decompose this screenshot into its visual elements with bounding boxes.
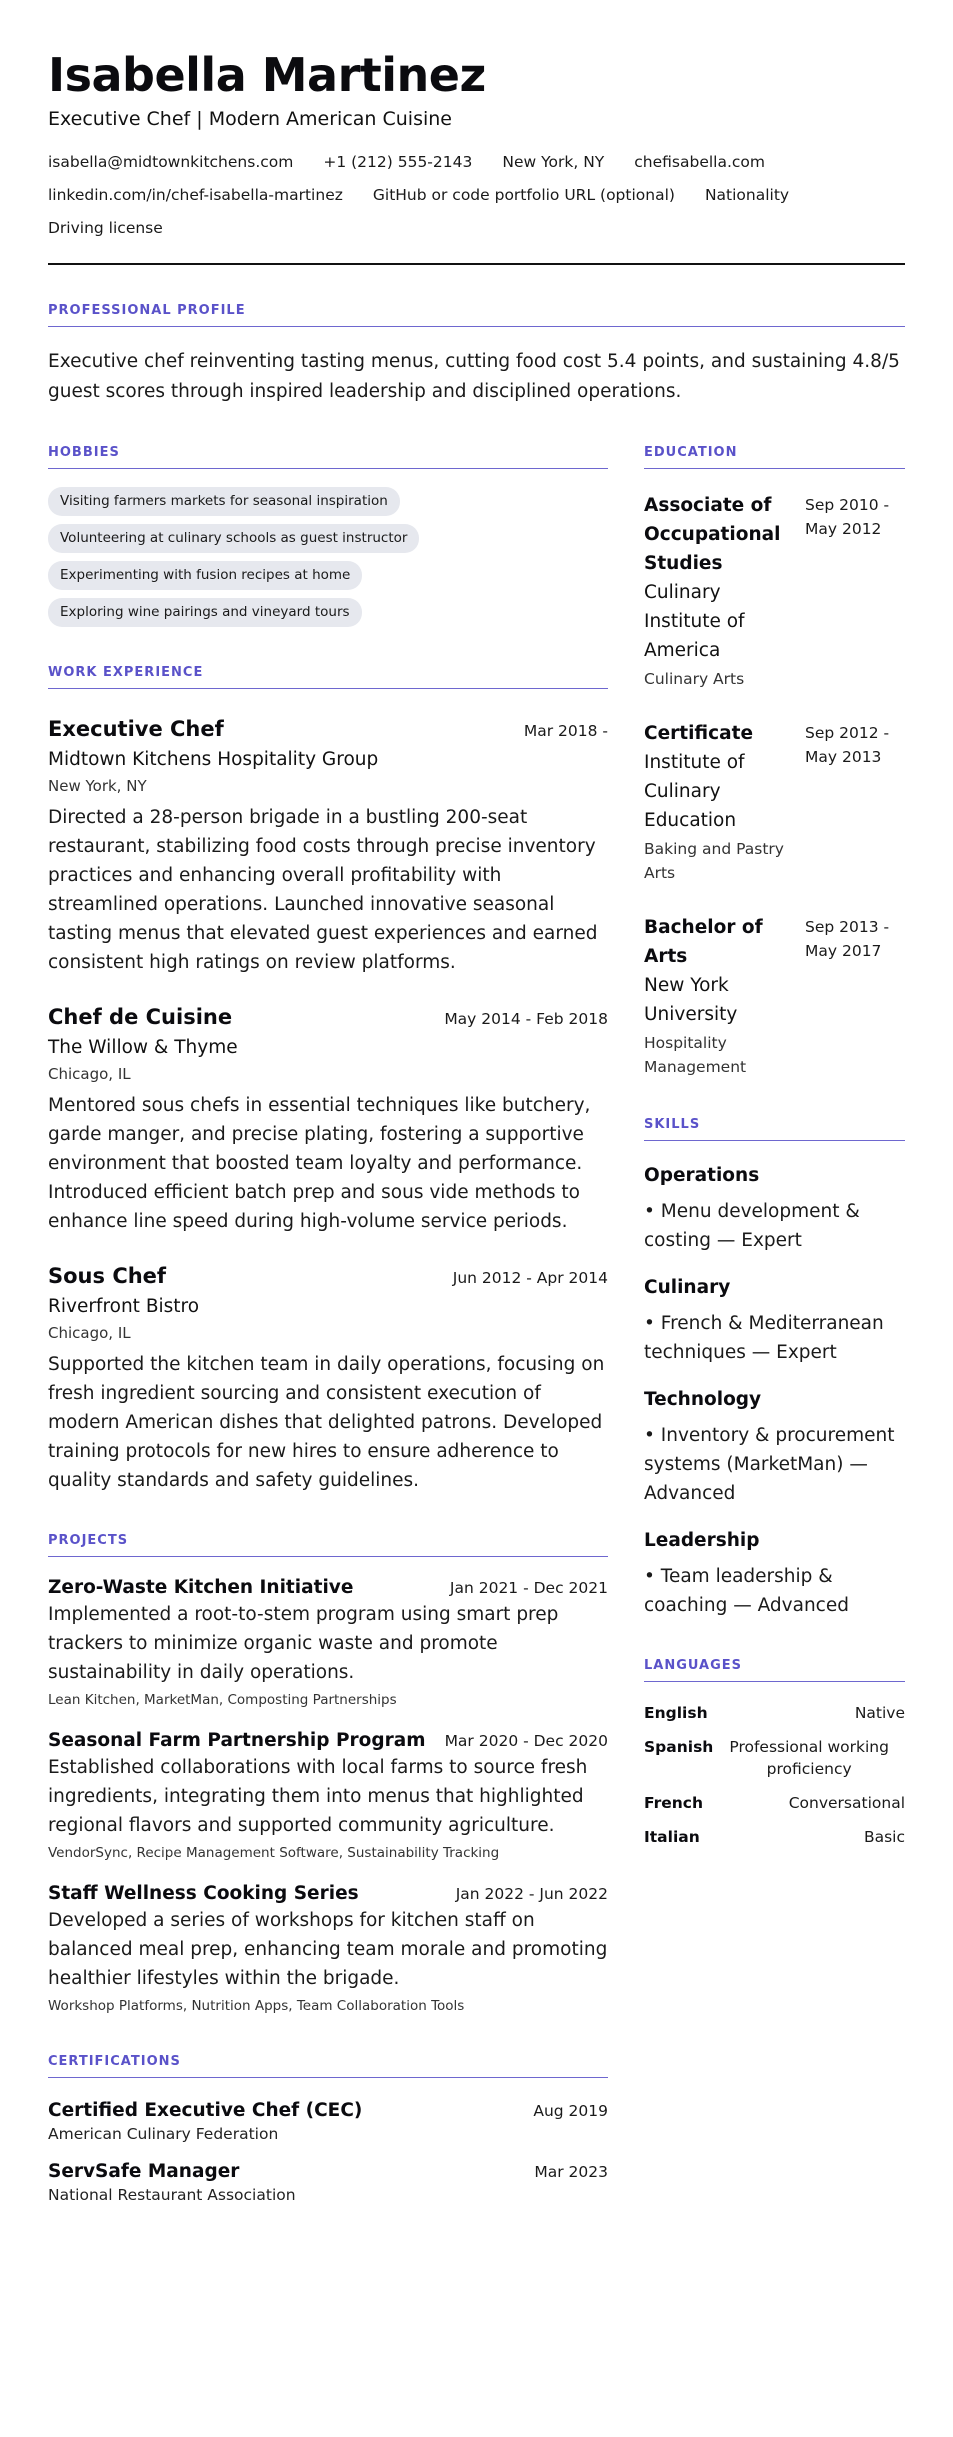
job-description: Mentored sous chefs in essential techniques like butchery, garde manger, and precise plating, fostering a supportive environment that boosted team loyalty and performance. Introduced efficient batch prep and sous vide methods to enhance line speed during high-volume service periods. — [48, 1095, 591, 1232]
job-entry — [48, 715, 608, 977]
language-name: Spanish — [644, 1738, 714, 1756]
job-title: Executive Chef — [48, 717, 224, 741]
hobby-chip: Experimenting with fusion recipes at home — [48, 561, 362, 590]
project-description: Implemented a root-to-stem program using smart prep trackers to minimize organic waste and promote sustainability in daily operations. — [48, 1604, 559, 1683]
contact-nationality: Nationality — [704, 186, 790, 204]
education-date: Sep 2010 - May 2012 — [805, 496, 890, 538]
hobbies-heading: HOBBIES — [48, 445, 608, 469]
certification-issuer: National Restaurant Association — [48, 2186, 296, 2204]
skill-category: Culinary — [644, 1277, 731, 1298]
language-name: English — [644, 1704, 708, 1722]
languages-section — [644, 1658, 905, 1848]
education-entry — [644, 491, 905, 691]
skill-category: Leadership — [644, 1530, 760, 1551]
hobbies-list — [48, 487, 608, 627]
skill-item: • Menu development & costing — Expert — [644, 1201, 860, 1251]
profile-section — [48, 303, 905, 407]
hobbies-section — [48, 445, 608, 627]
job-location: New York, NY — [48, 777, 147, 795]
resume-header — [48, 48, 905, 265]
certification-issuer: American Culinary Federation — [48, 2125, 279, 2143]
contact-phone: +1 (212) 555-2143 — [323, 153, 473, 171]
project-date: Mar 2020 - Dec 2020 — [444, 1732, 608, 1750]
certification-date: Aug 2019 — [533, 2102, 608, 2120]
contact-github: GitHub or code portfolio URL (optional) — [372, 186, 675, 204]
skill-item: • French & Mediterranean techniques — Expert — [644, 1313, 884, 1363]
hobby-chip: Volunteering at culinary schools as guest instructor — [48, 524, 419, 553]
education-degree: Associate of Occupational Studies — [644, 495, 781, 574]
projects-heading: PROJECTS — [48, 1533, 608, 1557]
education-school: Culinary Institute of America — [644, 582, 745, 661]
skill-group — [644, 1528, 905, 1620]
project-date: Jan 2022 - Jun 2022 — [455, 1885, 608, 1903]
project-entry — [48, 1577, 608, 1710]
language-level: Conversational — [788, 1794, 905, 1812]
projects-section — [48, 1533, 608, 2016]
language-row — [644, 1702, 905, 1724]
education-degree: Certificate — [644, 723, 753, 744]
contact-location: New York, NY — [502, 153, 605, 171]
skill-category: Operations — [644, 1165, 760, 1186]
skill-group — [644, 1275, 905, 1367]
side-column — [644, 445, 905, 2204]
education-date: Sep 2012 - May 2013 — [805, 724, 890, 766]
education-field: Hospitality Management — [644, 1034, 747, 1076]
language-name: French — [644, 1794, 704, 1812]
contact-email[interactable]: isabella@midtownkitchens.com — [48, 153, 294, 171]
project-date: Jan 2021 - Dec 2021 — [449, 1579, 608, 1597]
project-entry — [48, 1883, 608, 2016]
certification-date: Mar 2023 — [534, 2163, 608, 2181]
certification-entry — [48, 2100, 608, 2143]
candidate-name: Isabella Martinez — [48, 48, 486, 102]
skill-category: Technology — [644, 1389, 762, 1410]
certifications-section — [48, 2054, 608, 2204]
profile-text: Executive chef reinventing tasting menus, cutting food cost 5.4 points, and sustaining 4.8/5 guest scores through inspired leadership and disciplined operations. — [48, 351, 900, 402]
language-row — [644, 1792, 905, 1814]
profile-heading: PROFESSIONAL PROFILE — [48, 303, 905, 327]
job-date: Mar 2018 - — [523, 722, 608, 740]
language-level: Native — [854, 1704, 905, 1722]
job-description: Directed a 28-person brigade in a bustling 200-seat restaurant, stabilizing food costs through precise inventory practices and enhancing overall profitability with streamlined operations. Launched innovative seasonal tasting menus that elevated guest experiences and earned consistent high ratings on review platforms. — [48, 807, 598, 973]
job-entry — [48, 1003, 608, 1236]
work-heading: WORK EXPERIENCE — [48, 665, 608, 689]
language-level: Professional working proficiency — [729, 1738, 889, 1778]
language-row — [644, 1736, 905, 1780]
two-column-layout — [48, 445, 905, 2204]
education-heading: EDUCATION — [644, 445, 905, 469]
education-date: Sep 2013 - May 2017 — [805, 918, 890, 960]
education-section — [644, 445, 905, 1079]
certification-name: Certified Executive Chef (CEC) — [48, 2100, 363, 2121]
contact-list — [48, 152, 905, 239]
language-name: Italian — [644, 1828, 700, 1846]
header-divider — [48, 263, 905, 265]
education-entry — [644, 719, 905, 885]
skills-heading: SKILLS — [644, 1117, 905, 1141]
project-tech: VendorSync, Recipe Management Software, Sustainability Tracking — [48, 1845, 500, 1861]
contact-driving-license: Driving license — [48, 219, 163, 237]
job-title: Chef de Cuisine — [48, 1005, 233, 1029]
project-title: Staff Wellness Cooking Series — [48, 1883, 359, 1904]
skill-group — [644, 1163, 905, 1255]
project-description: Established collaborations with local farms to source fresh ingredients, integrating them into menus that highlighted regional flavors and supported community agriculture. — [48, 1757, 588, 1836]
project-title: Zero-Waste Kitchen Initiative — [48, 1577, 354, 1598]
work-section — [48, 665, 608, 1495]
skill-item: • Team leadership & coaching — Advanced — [644, 1566, 849, 1616]
education-school: Institute of Culinary Education — [644, 752, 745, 831]
certification-name: ServSafe Manager — [48, 2161, 240, 2182]
languages-heading: LANGUAGES — [644, 1658, 905, 1682]
education-field: Baking and Pastry Arts — [644, 840, 784, 882]
hobby-chip: Visiting farmers markets for seasonal inspiration — [48, 487, 400, 516]
job-company: Midtown Kitchens Hospitality Group — [48, 749, 379, 770]
education-degree: Bachelor of Arts — [644, 917, 763, 967]
main-column — [48, 445, 608, 2204]
skill-item: • Inventory & procurement systems (MarketMan) — Advanced — [644, 1425, 895, 1504]
job-location: Chicago, IL — [48, 1324, 131, 1342]
job-description: Supported the kitchen team in daily operations, focusing on fresh ingredient sourcing and consistent execution of modern American dishes that delighted patrons. Developed training protocols for new hires to ensure adherence to quality standards and safety guidelines. — [48, 1354, 605, 1491]
education-field: Culinary Arts — [644, 670, 745, 688]
skills-section — [644, 1117, 905, 1620]
contact-website[interactable]: chefisabella.com — [634, 153, 766, 171]
job-company: Riverfront Bistro — [48, 1296, 200, 1317]
job-entry — [48, 1262, 608, 1495]
project-tech: Lean Kitchen, MarketMan, Composting Partnerships — [48, 1692, 397, 1708]
language-level: Basic — [863, 1828, 905, 1846]
job-company: The Willow & Thyme — [48, 1037, 238, 1058]
project-tech: Workshop Platforms, Nutrition Apps, Team Collaboration Tools — [48, 1998, 465, 2014]
education-entry — [644, 913, 905, 1079]
language-row — [644, 1826, 905, 1848]
education-school: New York University — [644, 975, 738, 1025]
job-date: May 2014 - Feb 2018 — [444, 1010, 608, 1028]
project-entry — [48, 1730, 608, 1863]
hobby-chip: Exploring wine pairings and vineyard tours — [48, 598, 362, 627]
project-title: Seasonal Farm Partnership Program — [48, 1730, 426, 1751]
certifications-heading: CERTIFICATIONS — [48, 2054, 608, 2078]
candidate-title: Executive Chef | Modern American Cuisine — [48, 108, 452, 130]
certification-entry — [48, 2161, 608, 2204]
project-description: Developed a series of workshops for kitchen staff on balanced meal prep, enhancing team morale and promoting healthier lifestyles within the brigade. — [48, 1910, 608, 1989]
skill-group — [644, 1387, 905, 1508]
job-date: Jun 2012 - Apr 2014 — [452, 1269, 608, 1287]
job-location: Chicago, IL — [48, 1065, 131, 1083]
contact-linkedin[interactable]: linkedin.com/in/chef-isabella-martinez — [48, 186, 343, 204]
languages-list — [644, 1702, 905, 1848]
job-title: Sous Chef — [48, 1264, 167, 1288]
